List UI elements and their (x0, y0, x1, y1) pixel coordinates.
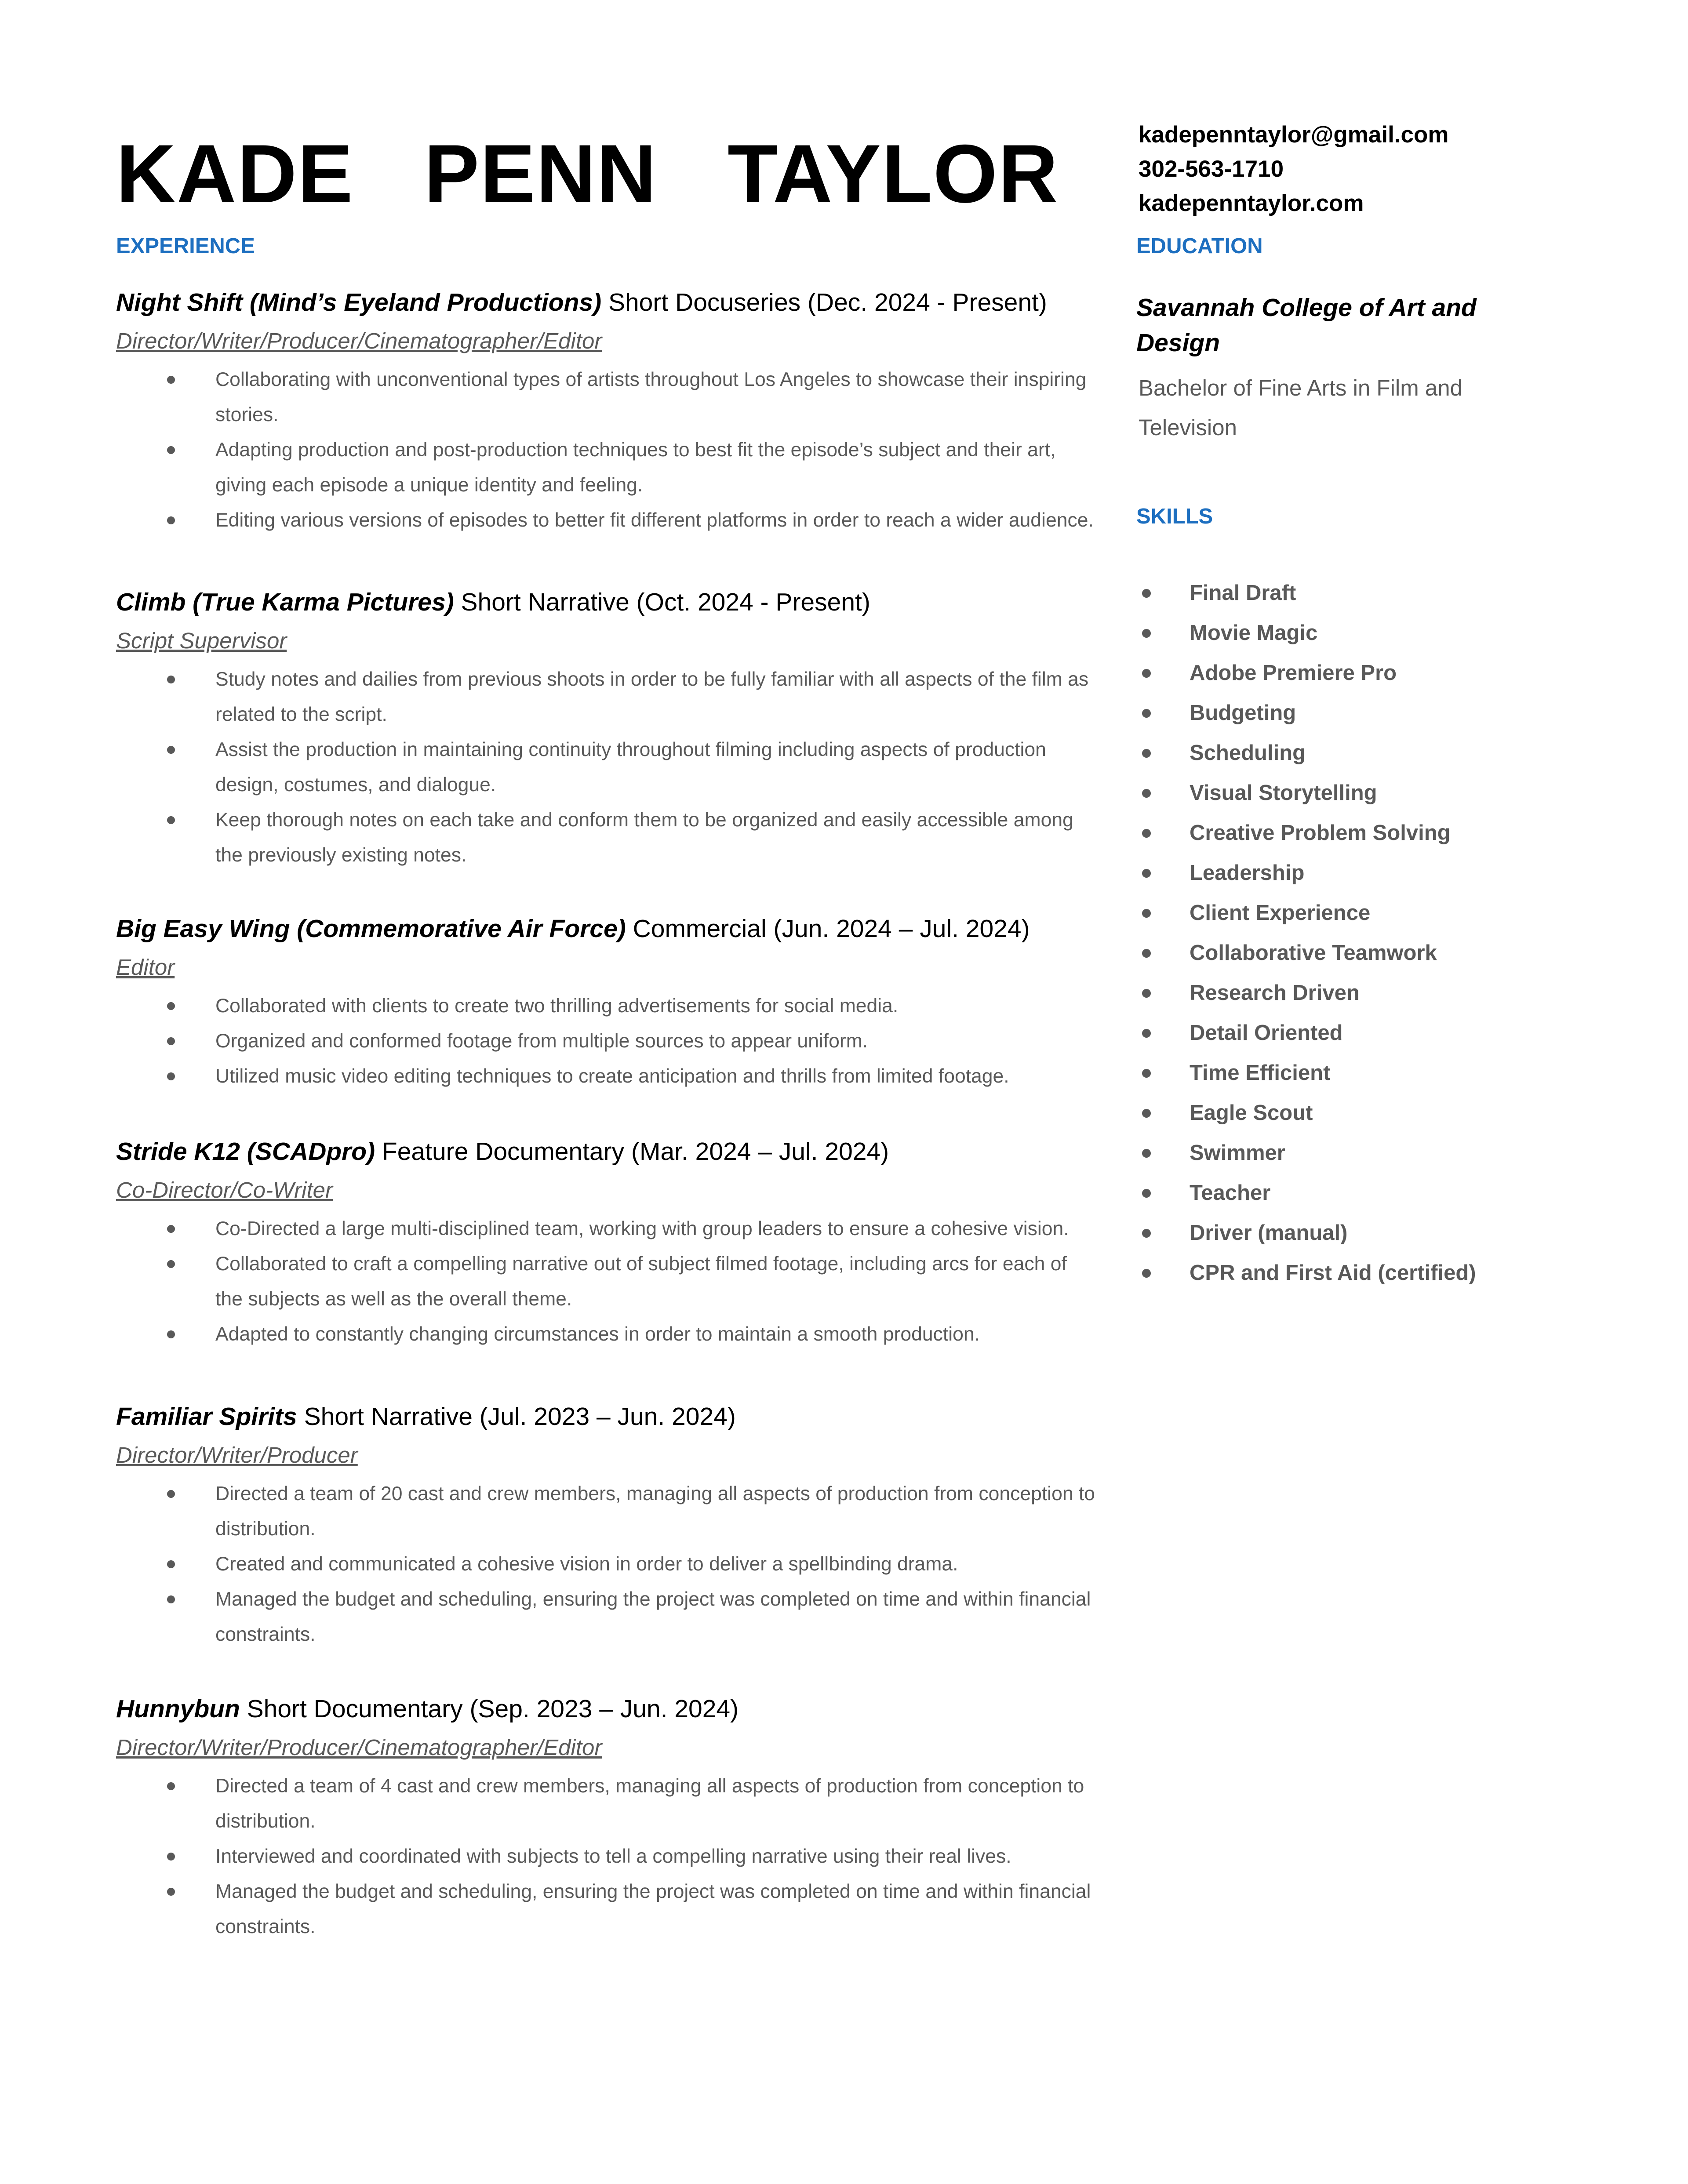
skill-item: Budgeting (1139, 693, 1622, 733)
job-entry (116, 1134, 1096, 1352)
job-bullets (116, 362, 1096, 538)
job-type: Short Narrative (Jul. 2023 – Jun. 2024) (297, 1403, 736, 1431)
job-bullet: Co-Directed a large multi-disciplined team, working with group leaders to ensure a cohesive vision. (116, 1211, 1096, 1246)
job-bullet: Directed a team of 4 cast and crew members, managing all aspects of production from conception to distribution. (116, 1769, 1096, 1839)
skill-item: Visual Storytelling (1139, 773, 1622, 813)
job-type: Short Narrative (Oct. 2024 - Present) (454, 588, 870, 616)
job-project: Climb (True Karma Pictures) (116, 588, 454, 616)
job-role: Director/Writer/Producer/Cinematographer/Editor (116, 1735, 602, 1760)
skill-item: Time Efficient (1139, 1053, 1622, 1093)
contact-website[interactable]: kadepenntaylor.com (1139, 190, 1364, 216)
job-role: Director/Writer/Producer/Cinematographer/Editor (116, 328, 602, 353)
contact-email[interactable]: kadepenntaylor@gmail.com (1139, 122, 1449, 148)
education-degree: Bachelor of Fine Arts in Film and Television (1139, 375, 1462, 440)
job-bullet: Assist the production in maintaining continuity throughout filming including aspects of production design, costumes, and dialogue. (116, 732, 1096, 803)
job-bullet: Directed a team of 20 cast and crew members, managing all aspects of production from conception to distribution. (116, 1476, 1096, 1547)
skill-item: Collaborative Teamwork (1139, 933, 1622, 973)
skill-item: Swimmer (1139, 1133, 1622, 1173)
job-type: Feature Documentary (Mar. 2024 – Jul. 2024) (375, 1137, 889, 1166)
job-bullet: Created and communicated a cohesive vision in order to deliver a spellbinding drama. (116, 1547, 1096, 1582)
experience-heading: EXPERIENCE (116, 234, 255, 258)
skill-item: Leadership (1139, 853, 1622, 893)
job-bullets (116, 662, 1096, 873)
job-project: Hunnybun (116, 1695, 240, 1723)
job-role: Editor (116, 955, 175, 980)
job-bullet: Utilized music video editing techniques to create anticipation and thrills from limited footage. (116, 1059, 1096, 1094)
name-last: TAYLOR (728, 127, 1059, 220)
name-middle: PENN (424, 127, 658, 220)
job-bullet: Managed the budget and scheduling, ensuring the project was completed on time and within financial constraints. (116, 1874, 1096, 1944)
job-entry (116, 911, 1096, 1094)
skill-item: Driver (manual) (1139, 1213, 1622, 1253)
job-project: Familiar Spirits (116, 1403, 297, 1431)
job-bullets (116, 988, 1096, 1094)
job-bullet: Organized and conformed footage from multiple sources to appear uniform. (116, 1024, 1096, 1059)
job-bullets (116, 1769, 1096, 1944)
job-project: Big Easy Wing (Commemorative Air Force) (116, 915, 626, 943)
skill-item: Eagle Scout (1139, 1093, 1622, 1133)
job-bullet: Interviewed and coordinated with subjects to tell a compelling narrative using their real lives. (116, 1839, 1096, 1874)
job-role: Director/Writer/Producer (116, 1443, 358, 1468)
job-title (116, 1399, 1096, 1434)
job-title (116, 1691, 1096, 1726)
job-entry (116, 585, 1096, 873)
skills-list (1139, 573, 1622, 1293)
skill-item: Scheduling (1139, 733, 1622, 773)
job-bullet: Collaborating with unconventional types of artists throughout Los Angeles to showcase their inspiring stories. (116, 362, 1096, 432)
skill-item: Adobe Premiere Pro (1139, 653, 1622, 693)
job-type: Short Docuseries (Dec. 2024 - Present) (601, 288, 1047, 316)
skill-item: Movie Magic (1139, 613, 1622, 653)
job-type: Commercial (Jun. 2024 – Jul. 2024) (626, 915, 1030, 943)
job-title (116, 585, 1096, 620)
job-role: Co-Director/Co-Writer (116, 1177, 333, 1203)
candidate-name (116, 123, 1059, 224)
skill-item: Creative Problem Solving (1139, 813, 1622, 853)
skill-item: Teacher (1139, 1173, 1622, 1213)
education-school: Savannah College of Art and Design (1136, 294, 1477, 357)
job-project: Night Shift (Mind’s Eyeland Productions) (116, 288, 602, 316)
job-bullet: Editing various versions of episodes to better fit different platforms in order to reach a wider audience. (116, 503, 1096, 538)
job-bullet: Adapting production and post-production techniques to best fit the episode’s subject and their art, giving each episode a unique identity and feeling. (116, 432, 1096, 503)
job-bullet: Adapted to constantly changing circumstances in order to maintain a smooth production. (116, 1317, 1096, 1352)
skill-item: Research Driven (1139, 973, 1622, 1013)
job-entry (116, 1691, 1096, 1944)
job-title (116, 911, 1096, 946)
job-entry (116, 1399, 1096, 1652)
job-bullets (116, 1476, 1096, 1652)
job-bullets (116, 1211, 1096, 1352)
job-project: Stride K12 (SCADpro) (116, 1137, 375, 1166)
contact-block (1139, 118, 1622, 221)
job-role: Script Supervisor (116, 628, 287, 653)
job-title (116, 1134, 1096, 1169)
skill-item: Detail Oriented (1139, 1013, 1622, 1053)
skill-item: CPR and First Aid (certified) (1139, 1253, 1622, 1293)
contact-phone: 302-563-1710 (1139, 156, 1284, 182)
job-bullet: Collaborated with clients to create two thrilling advertisements for social media. (116, 988, 1096, 1024)
job-title (116, 285, 1096, 320)
name-first: KADE (116, 127, 354, 220)
education-heading: EDUCATION (1136, 234, 1263, 258)
skill-item: Client Experience (1139, 893, 1622, 933)
job-bullet: Keep thorough notes on each take and conform them to be organized and easily accessible among the previously existing notes. (116, 803, 1096, 873)
job-entry (116, 285, 1096, 538)
job-type: Short Documentary (Sep. 2023 – Jun. 2024) (240, 1695, 739, 1723)
job-bullet: Managed the budget and scheduling, ensuring the project was completed on time and within financial constraints. (116, 1582, 1096, 1652)
skills-heading: SKILLS (1136, 505, 1213, 528)
job-bullet: Collaborated to craft a compelling narrative out of subject filmed footage, including arcs for each of the subjects as well as the overall theme. (116, 1246, 1096, 1317)
job-bullet: Study notes and dailies from previous shoots in order to be fully familiar with all aspects of the film as related to the script. (116, 662, 1096, 732)
skill-item: Final Draft (1139, 573, 1622, 613)
